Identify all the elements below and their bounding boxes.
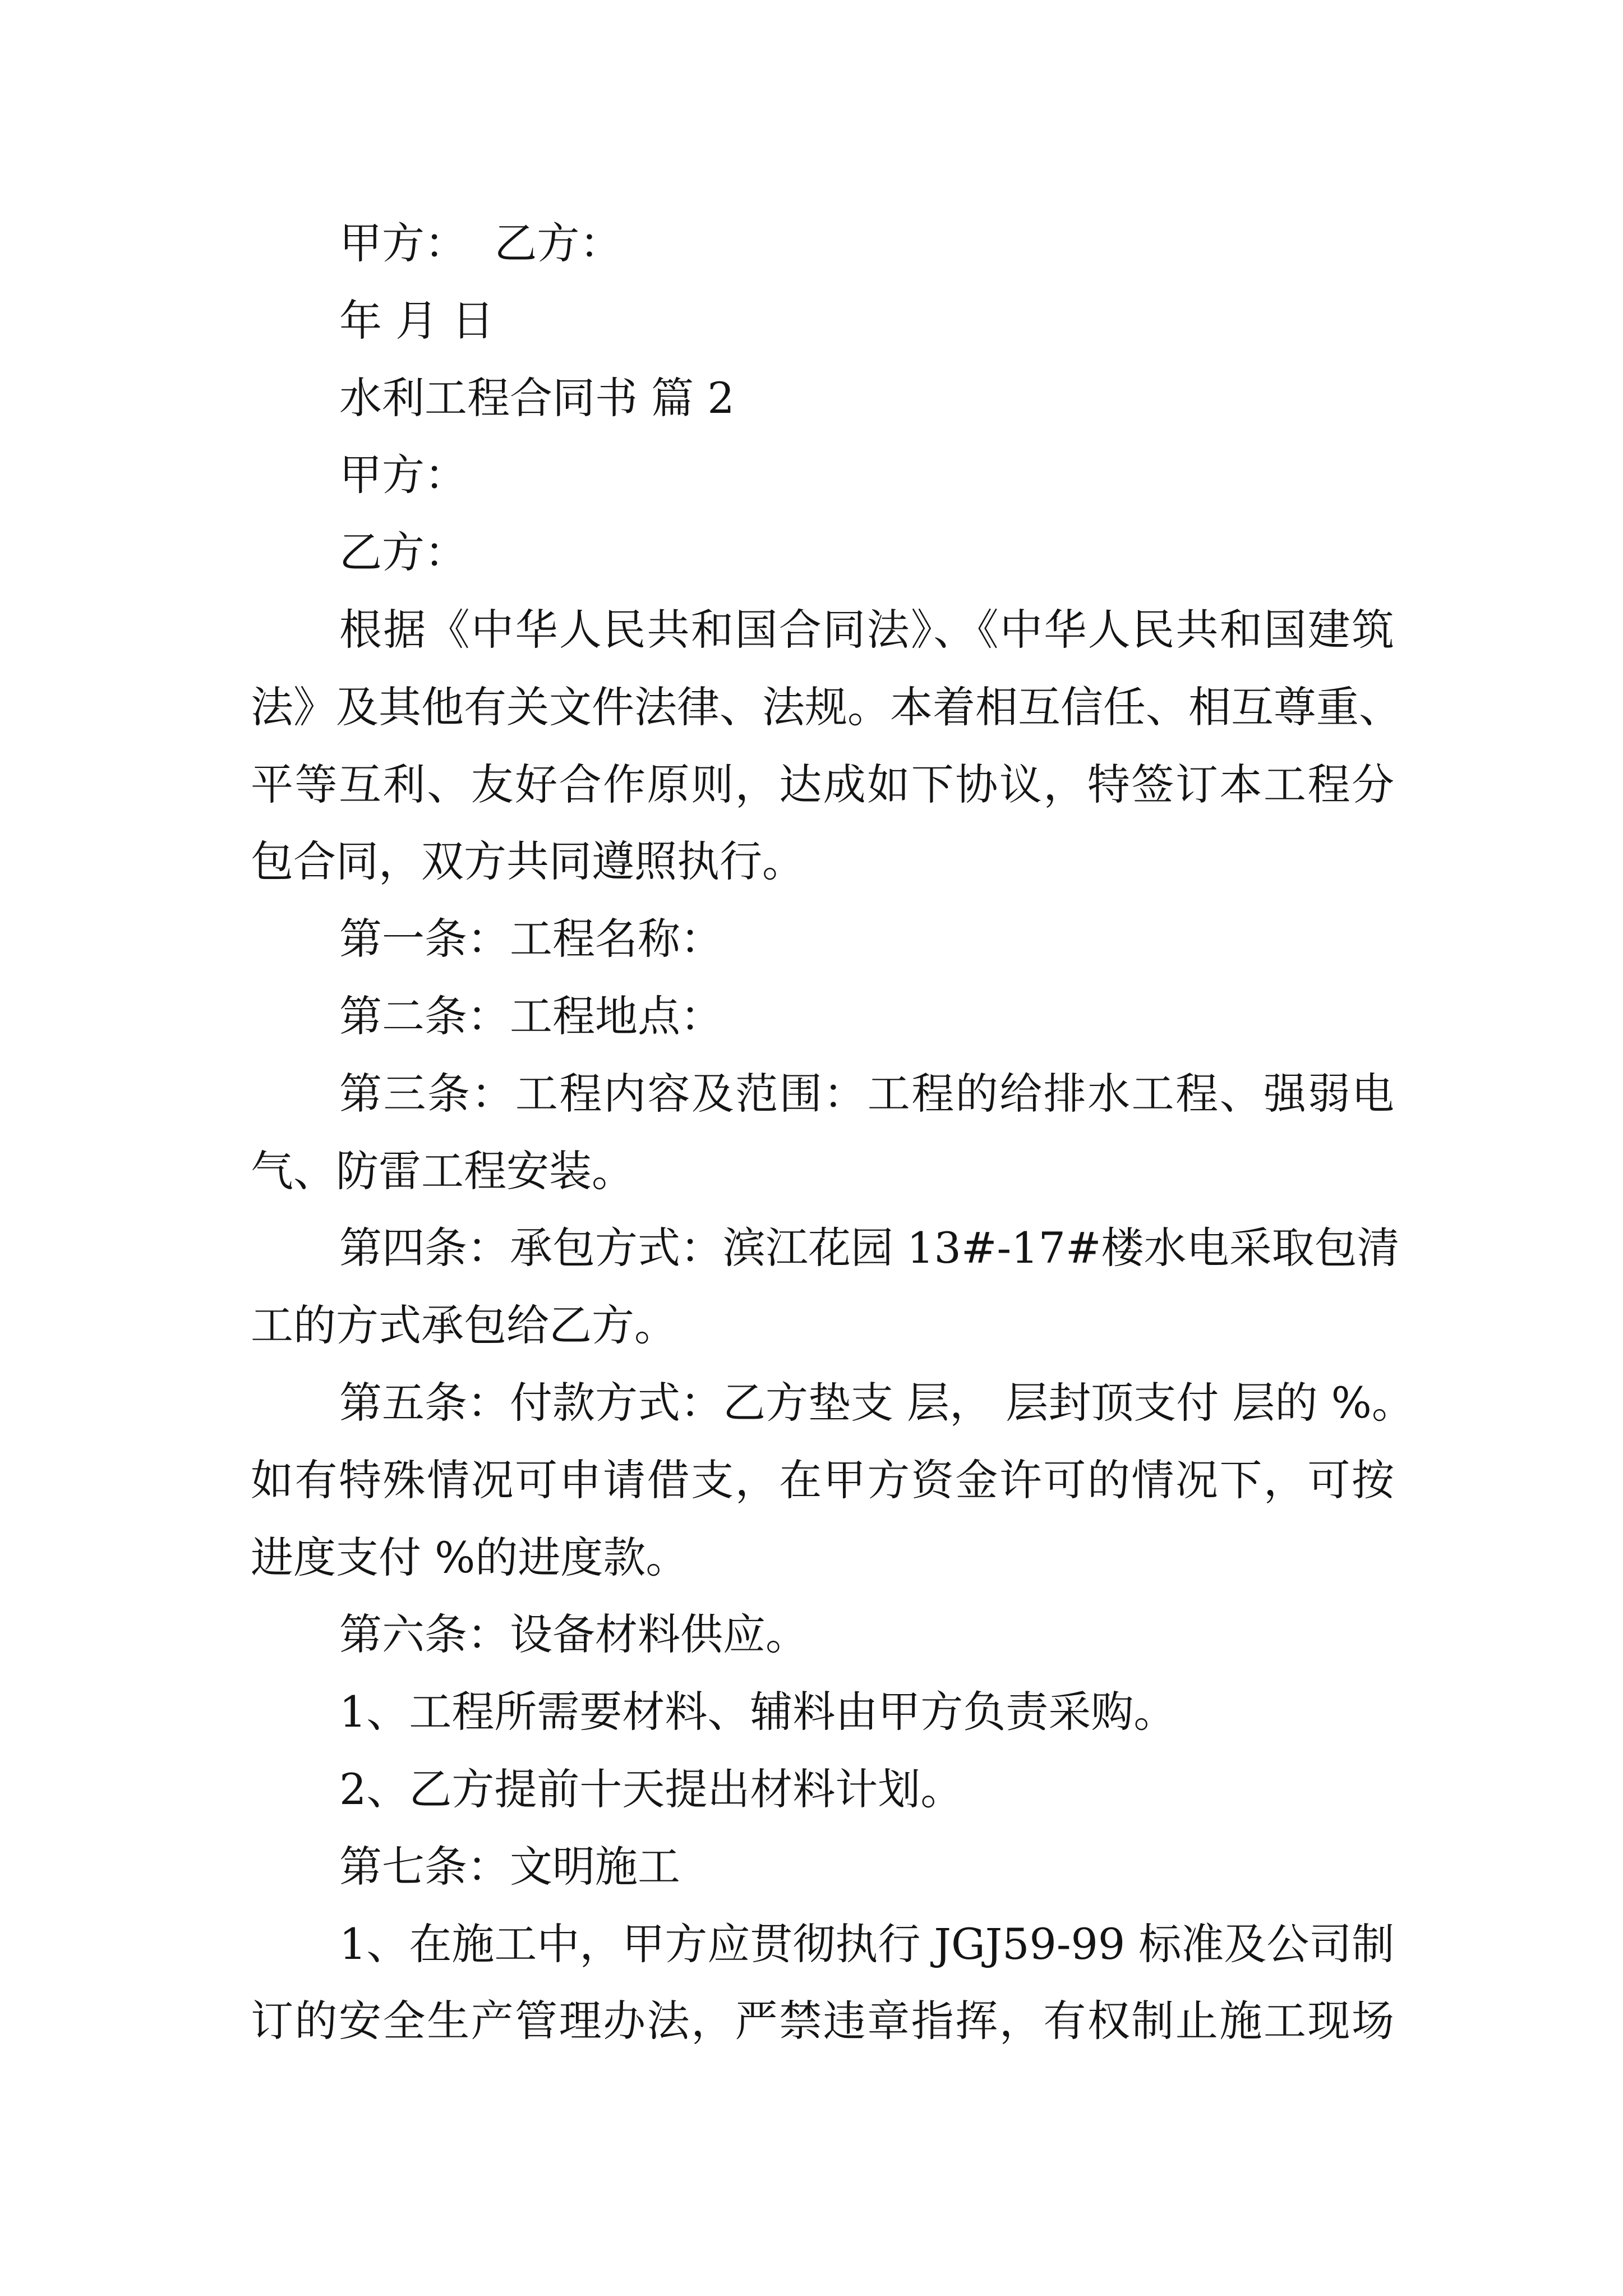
paragraph xyxy=(251,1751,1394,1828)
paragraph xyxy=(251,1673,1394,1751)
text-line: 第四条：承包方式：滨江花园 13#-17#楼水电采取包清 xyxy=(339,1223,1400,1273)
text-line: 1、工程所需要材料、辅料由甲方负责采购。 xyxy=(339,1687,1177,1737)
paragraph xyxy=(251,282,1394,360)
text-line: 第二条：工程地点： xyxy=(339,991,723,1041)
paragraph xyxy=(251,978,1394,1055)
text-line: 包合同，双方共同遵照执行。 xyxy=(251,836,805,887)
paragraph xyxy=(251,1906,1394,2060)
paragraph xyxy=(251,514,1394,591)
text-line: 进度支付 %的进度款。 xyxy=(251,1532,689,1582)
text-line: 水利工程合同书 篇 2 xyxy=(339,372,735,423)
text-line: 根据《中华人民共和国合同法》、《中华人民共和国建筑 xyxy=(339,604,1394,655)
text-line: 年 月 日 xyxy=(339,295,495,346)
paragraph xyxy=(251,205,1394,282)
paragraph xyxy=(251,1209,1400,1364)
text-line: 如有特殊情况可申请借支，在甲方资金许可的情况下，可按 xyxy=(251,1455,1394,1505)
text-line: 第七条：文明施工 xyxy=(339,1841,680,1892)
paragraph xyxy=(251,1055,1394,1210)
paragraph xyxy=(251,360,1394,437)
text-line: 平等互利、友好合作原则，达成如下协议，特签订本工程分 xyxy=(251,759,1394,809)
text-line: 法》及其他有关文件法律、法规。本着相互信任、相互尊重、 xyxy=(251,682,1401,732)
text-line: 1、在施工中，甲方应贯彻执行 JGJ59-99 标准及公司制 xyxy=(339,1918,1395,1969)
text-line: 2、乙方提前十天提出材料计划。 xyxy=(339,1764,963,1814)
text-line: 甲方： 乙方： xyxy=(339,218,623,268)
text-line: 甲方： xyxy=(339,450,467,500)
text-line: 第三条：工程内容及范围：工程的给排水工程、强弱电 xyxy=(339,1068,1394,1119)
paragraph xyxy=(251,1364,1414,1596)
paragraph xyxy=(251,591,1401,900)
paragraph xyxy=(251,1828,1394,1906)
paragraph xyxy=(251,1596,1394,1673)
text-line: 第五条：付款方式：乙方垫支 层， 层封顶支付 层的 %。 xyxy=(339,1377,1414,1428)
paragraph xyxy=(251,436,1394,514)
text-line: 工的方式承包给乙方。 xyxy=(251,1300,677,1351)
text-line: 订的安全生产管理办法，严禁违章指挥，有权制止施工现场 xyxy=(251,1996,1394,2046)
document-body xyxy=(251,205,1414,2060)
text-line: 第六条：设备材料供应。 xyxy=(339,1609,808,1660)
paragraph xyxy=(251,900,1394,978)
text-line: 气、防雷工程安装。 xyxy=(251,1145,634,1196)
text-line: 乙方： xyxy=(339,527,467,578)
text-line: 第一条：工程名称： xyxy=(339,914,723,964)
